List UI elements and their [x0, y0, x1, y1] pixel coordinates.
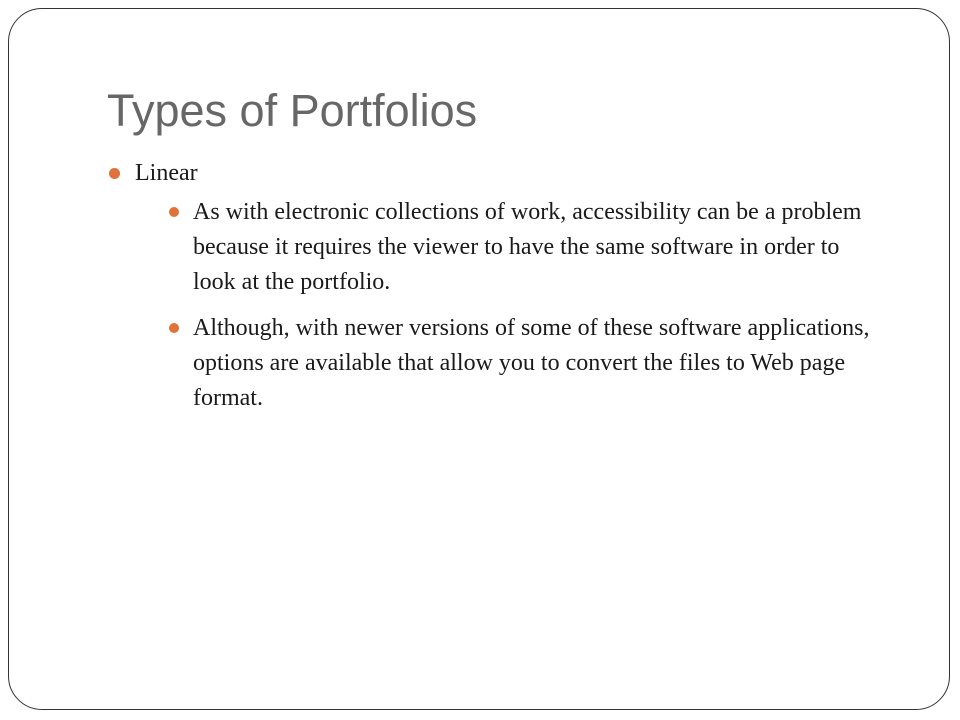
- bullet-dot-icon: [109, 168, 120, 179]
- slide-title: Types of Portfolios: [107, 85, 478, 136]
- sub-bullet-text: Although, with newer versions of some of these software applications, options are available that allow you to convert the files to Web page format.: [193, 315, 870, 411]
- bullet-text: Linear: [135, 160, 198, 186]
- bullet-item-linear: [107, 156, 877, 416]
- bullet-dot-icon: [169, 323, 179, 333]
- sub-bullet-list: [135, 195, 877, 416]
- sub-bullet-item-accessibility: [135, 195, 877, 300]
- sub-bullet-item-web-format: [135, 311, 877, 416]
- bullet-dot-icon: [169, 207, 179, 217]
- sub-bullet-text: As with electronic collections of work, accessibility can be a problem because it requires the viewer to have the same software in order to look at the portfolio.: [193, 199, 862, 295]
- bullet-list: [107, 156, 877, 416]
